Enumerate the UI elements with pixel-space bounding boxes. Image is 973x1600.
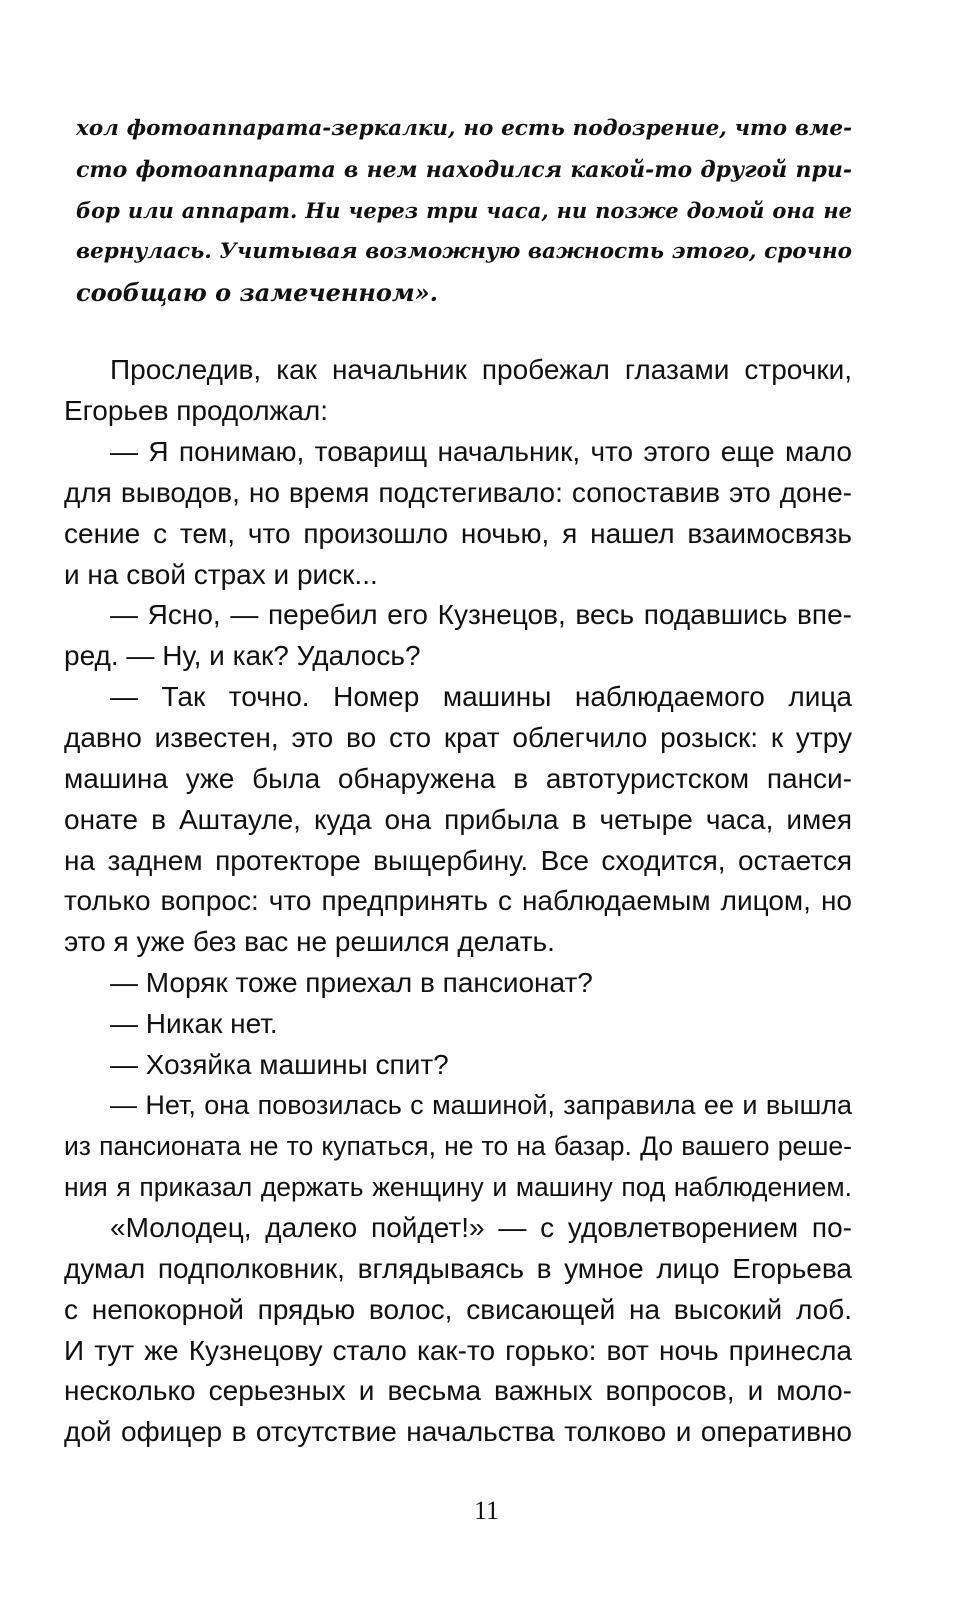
paragraph-line: дой офицер в отсутствие начальства толково и оперативно: [64, 1416, 852, 1447]
paragraph-line: и на свой страх и риск...: [64, 559, 378, 590]
paragraph-line: давно известен, это во сто крат облегчило розыск: к утру: [64, 722, 852, 753]
paragraph-line: думал подполковник, вглядываясь в умное лицо Егорьева: [64, 1253, 852, 1284]
quote-line: сто фотоаппарата в нем находился какой-то другой при-: [76, 157, 852, 183]
paragraph-line: ред. — Ну, и как? Удалось?: [64, 640, 421, 671]
page-number: 11: [473, 1496, 500, 1525]
paragraph-line: несколько серьезных и весьма важных вопросов, и моло-: [64, 1375, 852, 1406]
paragraph-line: «Молодец, далеко пойдет!» — с удовлетворением по-: [110, 1212, 852, 1243]
quote-line: вернулась. Учитывая возможную важность этого, срочно: [76, 239, 852, 264]
paragraph-line: для выводов, но время подстегивало: сопоставив это доне-: [64, 477, 852, 508]
paragraph-line: машина уже была обнаружена в автотуристском панси-: [64, 763, 852, 794]
paragraph-line: онате в Аштауле, куда она прибыла в четыре часа, имея: [64, 804, 852, 835]
paragraph-line: — Моряк тоже приехал в пансионат?: [110, 967, 593, 998]
quote-line: сообщаю о замеченном».: [76, 278, 439, 307]
paragraph-line: сение с тем, что произошло ночью, я нашел взаимосвязь: [64, 518, 852, 549]
quote-line: бор или аппарат. Ни через три часа, ни позже домой она не: [76, 198, 852, 223]
quote-line: хол фотоаппарата-зеркалки, но есть подозрение, что вме-: [76, 116, 852, 141]
paragraph-line: только вопрос: что предпринять с наблюдаемым лицом, но: [64, 885, 852, 916]
paragraph-line: это я уже без вас не решился делать.: [64, 926, 555, 957]
paragraph-line: — Я понимаю, товарищ начальник, что этого еще мало: [110, 436, 852, 467]
paragraph-line: на заднем протекторе выщербину. Все сходится, остается: [64, 845, 852, 876]
paragraph-line: — Нет, она повозилась с машиной, заправила ее и вышла: [110, 1090, 852, 1120]
paragraph-line: ния я приказал держать женщину и машину под наблюдением.: [64, 1172, 852, 1202]
paragraph-line: — Никак нет.: [110, 1008, 278, 1039]
paragraph-line: — Хозяйка машины спит?: [110, 1049, 449, 1080]
paragraph-line: И тут же Кузнецову стало как-то горько: вот ночь принесла: [64, 1335, 852, 1366]
paragraph-line: с непокорной прядью волос, свисающей на высокий лоб.: [64, 1294, 852, 1325]
paragraph-line: из пансионата не то купаться, не то на базар. До вашего реше-: [64, 1131, 852, 1161]
paragraph-line: — Так точно. Номер машины наблюдаемого лица: [110, 681, 852, 712]
paragraph-line: Егорьев продолжал:: [64, 395, 328, 426]
paragraph-line: Проследив, как начальник пробежал глазами строчки,: [110, 354, 852, 385]
paragraph-line: — Ясно, — перебил его Кузнецов, весь подавшись впе-: [110, 599, 852, 630]
